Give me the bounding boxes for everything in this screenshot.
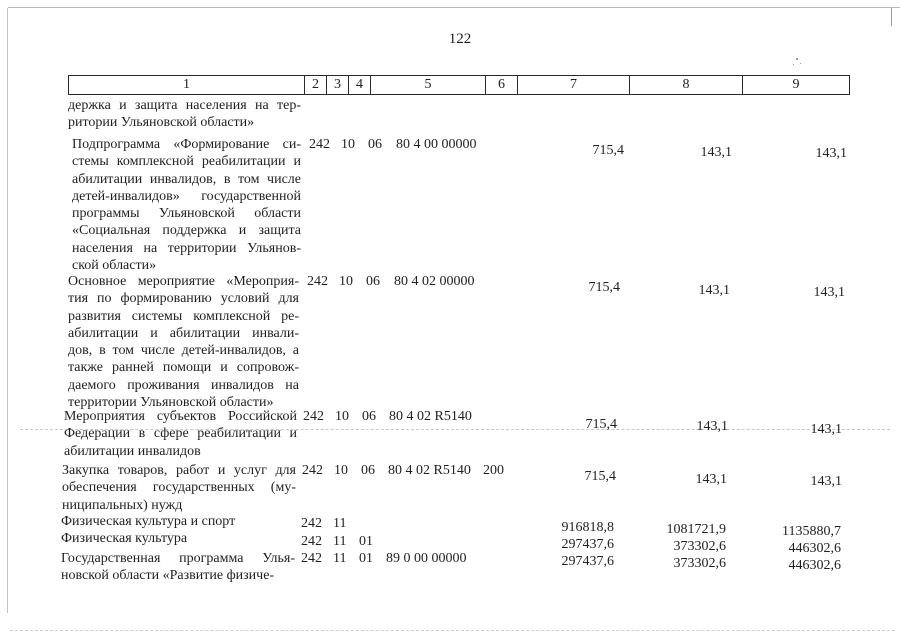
col-ministry: 242 xyxy=(301,516,322,531)
row-name-line: Государственная программа Улья- xyxy=(61,551,295,566)
col-section: 11 xyxy=(333,516,347,531)
row-name xyxy=(62,462,296,514)
scan-edge-right xyxy=(891,8,892,26)
row-name-line: Основное мероприятие «Мероприя- xyxy=(68,274,299,289)
col-subsection: 01 xyxy=(359,534,373,549)
col-value-2020: 1081721,9 xyxy=(666,522,726,537)
row-name-line: тия по формированию условий для xyxy=(68,291,299,307)
col-value-2021: 1135880,7 xyxy=(782,524,841,539)
col-value-2021: 143,1 xyxy=(815,146,847,161)
scan-speck xyxy=(793,64,794,65)
row-name xyxy=(64,408,297,460)
col-subsection: 06 xyxy=(366,274,380,289)
header-col-5: 5 xyxy=(371,76,486,94)
scan-edge-left xyxy=(7,8,8,613)
scan-edge-top xyxy=(8,7,900,8)
row-name-line: Физическая культура xyxy=(61,531,188,546)
row-name xyxy=(61,550,295,585)
col-value-2019: 715,4 xyxy=(588,280,620,295)
col-value-2019: 297437,6 xyxy=(561,537,614,552)
row-name-line: «Социальная поддержка и защита xyxy=(72,223,301,239)
col-subsection: 01 xyxy=(359,551,373,566)
col-value-2020: 373302,6 xyxy=(673,556,726,571)
col-ministry: 242 xyxy=(302,463,323,478)
header-col-9: 9 xyxy=(792,77,800,92)
col-value-2020: 373302,6 xyxy=(673,539,726,554)
col-value-2020: 143,1 xyxy=(695,472,727,487)
header-col-8: 8 xyxy=(630,76,743,94)
row-name-line: территории Ульяновской области» xyxy=(68,395,274,411)
row-name-line: даемого проживания инвалидов на xyxy=(68,377,299,393)
col-target-item: 80 4 02 R5140 xyxy=(389,409,472,424)
row-name xyxy=(61,513,295,530)
col-value-2020: 143,1 xyxy=(696,419,728,434)
col-section: 11 xyxy=(333,534,347,549)
row-name-line: Подпрограмма «Формирование си- xyxy=(72,137,301,152)
header-col-6: 6 xyxy=(486,76,518,94)
row-name-line: абилитации инвалидов, в том числе xyxy=(72,171,301,187)
col-target-item: 80 4 00 00000 xyxy=(396,137,477,152)
col-target-item: 80 4 02 00000 xyxy=(394,274,475,289)
col-section: 10 xyxy=(341,137,355,152)
row-name-line: дов, в том числе детей-инвалидов, а xyxy=(68,343,299,359)
col-ministry: 242 xyxy=(301,551,322,566)
row-name-line: населения на территории Ульянов- xyxy=(72,240,301,256)
row-name-line: держка и защита населения на тер- xyxy=(68,98,301,113)
row-name xyxy=(72,136,301,274)
col-target-item: 80 4 02 R5140 xyxy=(388,463,471,478)
row-name-line: детей-инвалидов» государственной xyxy=(72,188,301,204)
col-ministry: 242 xyxy=(303,409,324,424)
row-name-line: обеспечения государственных (му- xyxy=(62,480,296,496)
col-value-2021: 143,1 xyxy=(810,422,842,437)
scan-edge-bottom xyxy=(10,630,895,631)
col-section: 10 xyxy=(335,409,349,424)
col-target-item: 89 0 00 00000 xyxy=(386,551,467,566)
col-section: 10 xyxy=(334,463,348,478)
row-name xyxy=(68,273,299,411)
row-name-line: развития системы комплексной ре- xyxy=(68,308,299,324)
col-ministry: 242 xyxy=(307,274,328,289)
row-name xyxy=(61,530,295,547)
col-subsection: 06 xyxy=(362,409,376,424)
row-name-line: стемы комплексной реабилитации и xyxy=(72,154,301,170)
col-value-2021: 446302,6 xyxy=(788,541,841,556)
col-value-2019: 916818,8 xyxy=(561,520,614,535)
col-ministry: 242 xyxy=(301,534,322,549)
header-col-7: 7 xyxy=(518,76,630,94)
col-value-2021: 143,1 xyxy=(810,474,842,489)
header-col-3: 3 xyxy=(327,76,349,94)
col-section: 11 xyxy=(333,551,347,566)
col-value-2021: 143,1 xyxy=(813,285,845,300)
row-name-line: новской области «Развитие физиче- xyxy=(61,568,275,584)
col-section: 10 xyxy=(339,274,353,289)
row-name-line: также ранней помощи и сопровож- xyxy=(68,360,299,376)
header-col-1: 1 xyxy=(69,76,305,94)
header-col-2: 2 xyxy=(305,76,327,94)
col-value-2020: 143,1 xyxy=(698,283,730,298)
table-header-row xyxy=(68,75,850,95)
row-name-line: абилитации инвалидов xyxy=(64,443,201,459)
row-name-line: ниципальных) нужд xyxy=(62,497,183,513)
row-name-line: программы Ульяновской области xyxy=(72,206,301,222)
col-value-2019: 715,4 xyxy=(592,143,624,158)
row-name-line: Физическая культура и спорт xyxy=(61,514,236,529)
col-subsection: 06 xyxy=(368,137,382,152)
col-value-2019: 297437,6 xyxy=(561,554,614,569)
row-name-line: ритории Ульяновской области» xyxy=(68,115,255,131)
row-name-line: абилитации и абилитации инвали- xyxy=(68,325,299,341)
col-value-2019: 715,4 xyxy=(584,469,616,484)
col-value-2019: 715,4 xyxy=(585,417,617,432)
col-ministry: 242 xyxy=(309,137,330,152)
row-name xyxy=(68,97,301,132)
page-number: 122 xyxy=(448,31,472,47)
row-name-line: ской области» xyxy=(72,258,157,274)
header-col-4: 4 xyxy=(349,76,371,94)
col-value-2020: 143,1 xyxy=(700,145,732,160)
col-subsection: 06 xyxy=(361,463,375,478)
row-name-line: Федерации в сфере реабилитации и xyxy=(64,426,297,442)
row-name-line: Мероприятия субъектов Российской xyxy=(64,409,297,424)
scan-speck xyxy=(796,58,798,60)
col-value-2021: 446302,6 xyxy=(788,558,841,573)
scan-speck xyxy=(800,63,801,64)
row-name-line: Закупка товаров, работ и услуг для xyxy=(62,463,296,478)
col-expense-type: 200 xyxy=(483,463,504,478)
